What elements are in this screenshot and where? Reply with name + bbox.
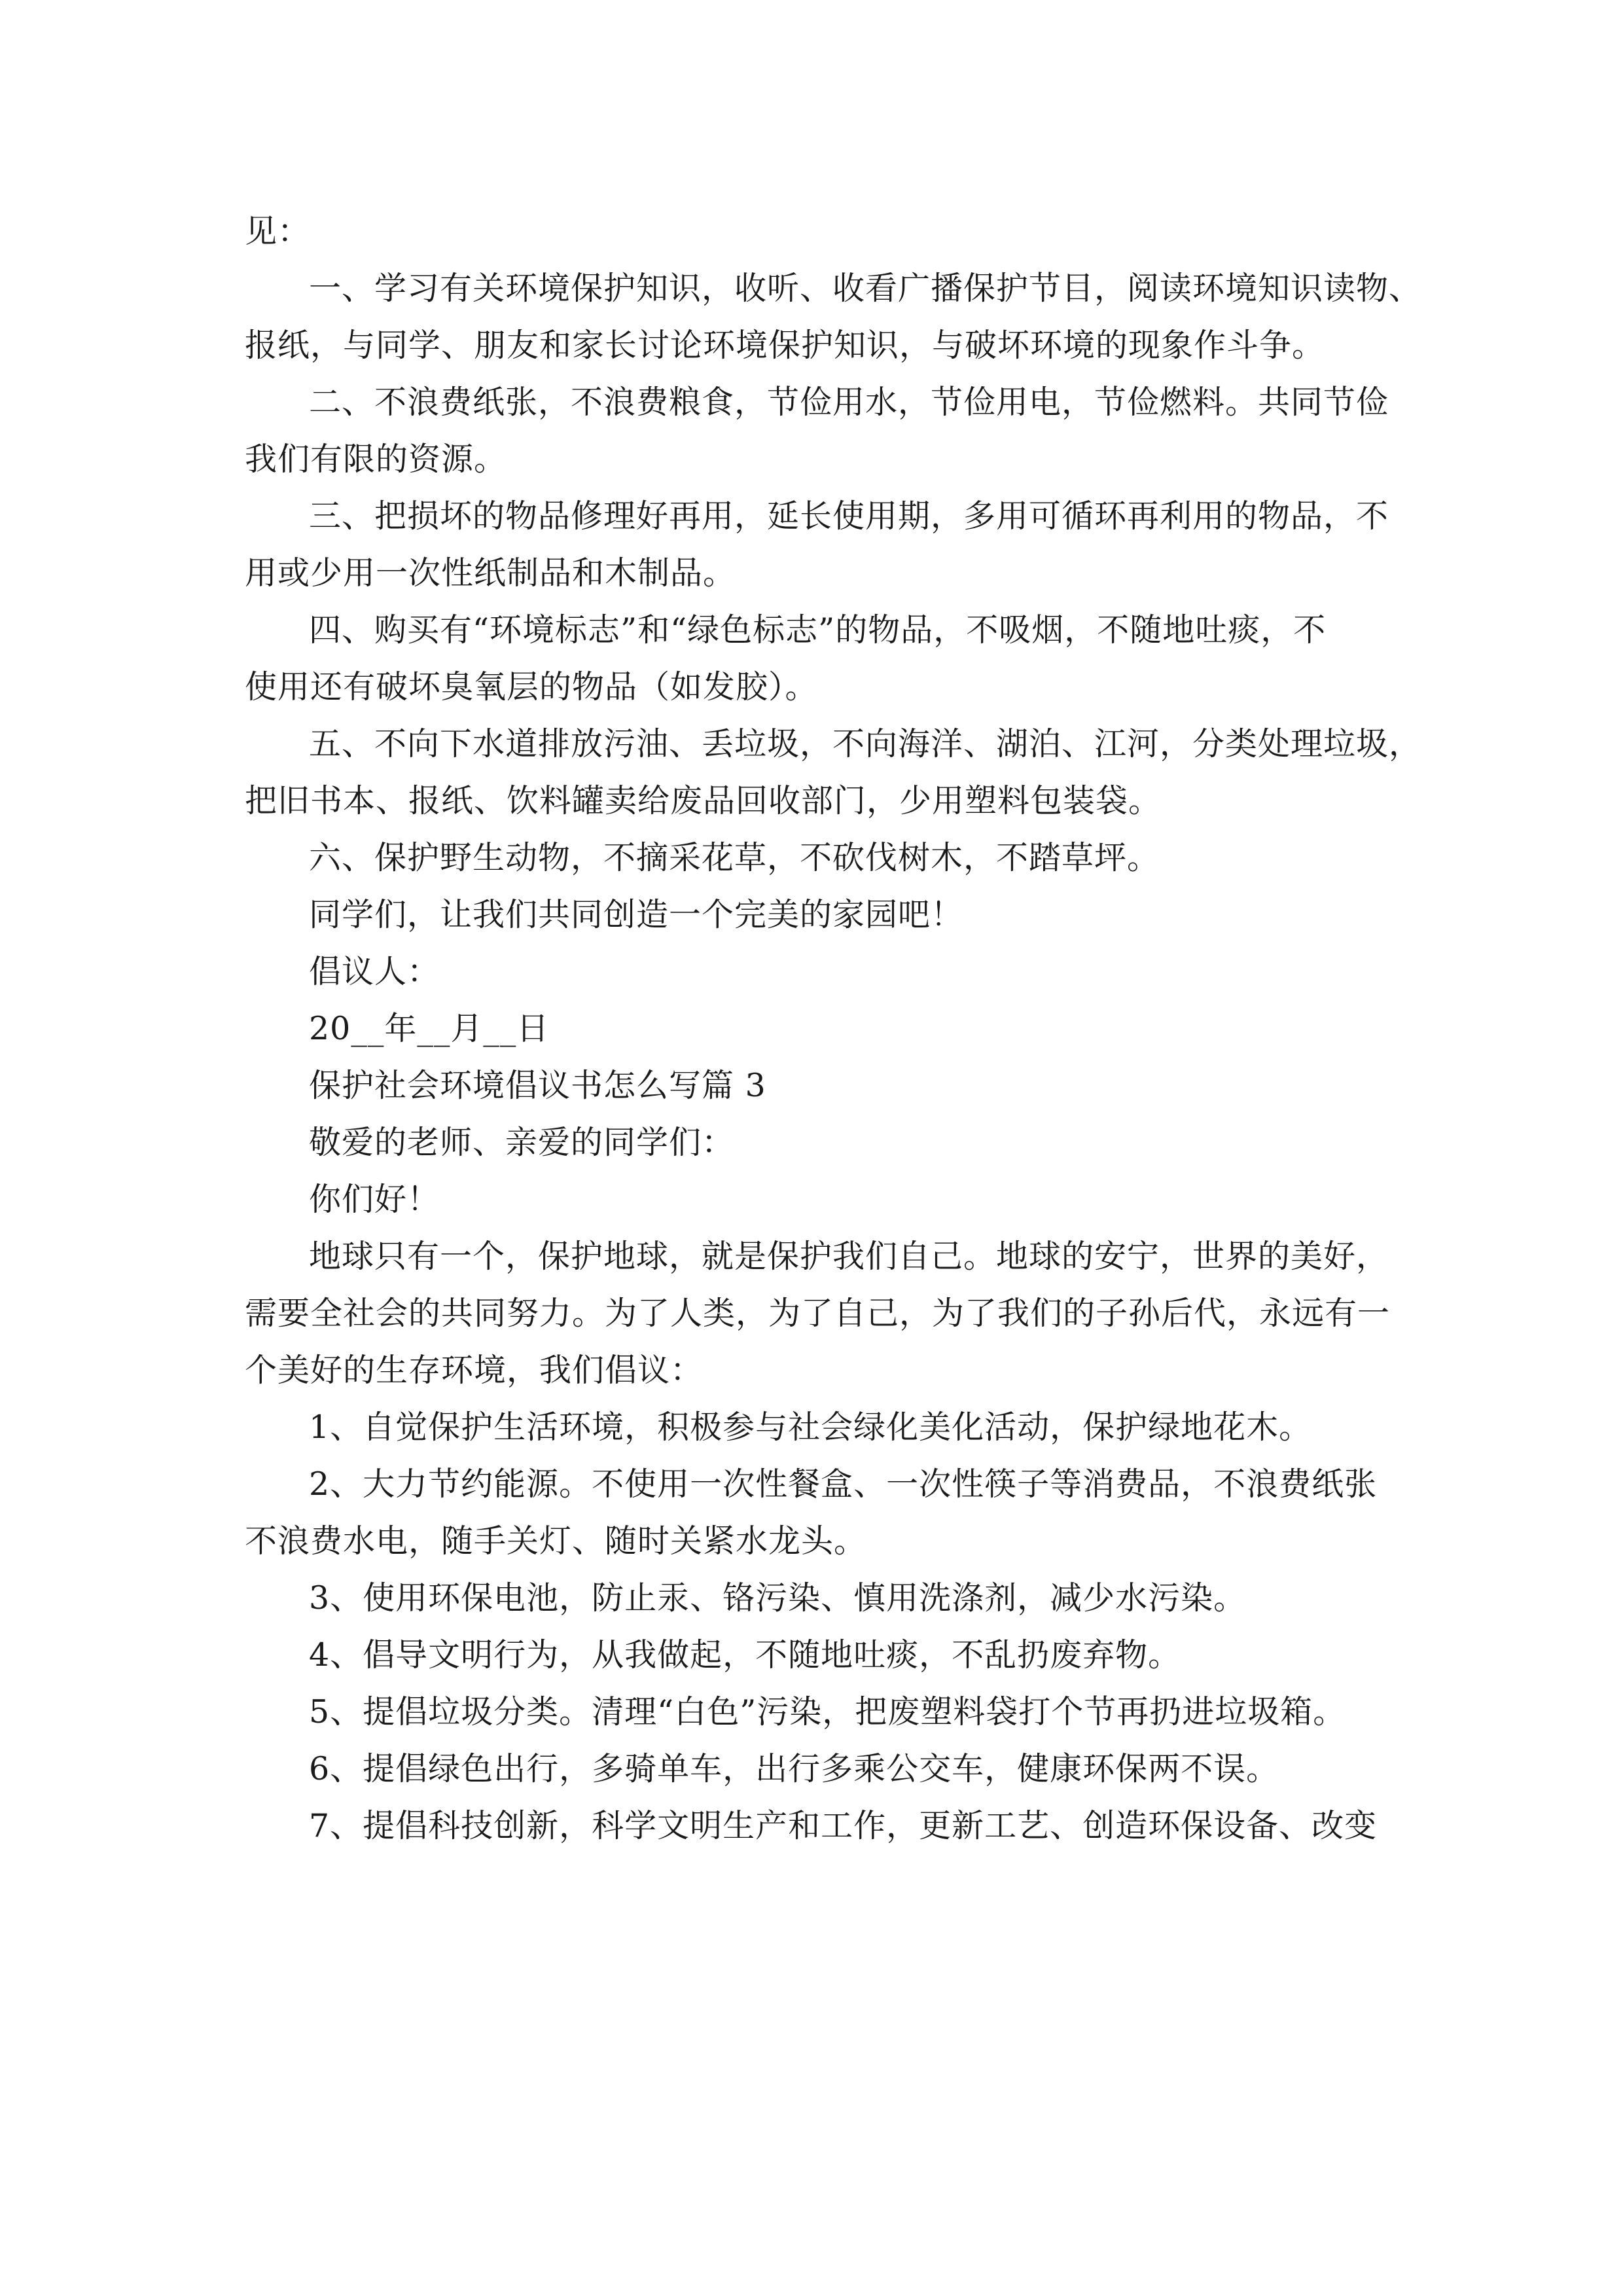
text-line: 把旧书本、报纸、饮料罐卖给废品回收部门，少用塑料包装袋。 [245, 782, 1162, 819]
text-line: 6、提倡绿色出行，多骑单车，出行多乘公交车，健康环保两不误。 [309, 1750, 1279, 1787]
text-line: 五、不向下水道排放污油、丢垃圾，不向海洋、湖泊、江河，分类处理垃圾， [309, 725, 1422, 762]
text-line: 个美好的生存环境，我们倡议： [245, 1352, 704, 1389]
text-line: 倡议人： [309, 953, 440, 990]
text-line: 7、提倡科技创新，科学文明生产和工作，更新工艺、创造环保设备、改变 [309, 1807, 1378, 1844]
text-line: 二、不浪费纸张，不浪费粮食，节俭用水，节俭用电，节俭燃料。共同节俭 [309, 384, 1389, 421]
text-line: 不浪费水电，随手关灯、随时关紧水龙头。 [245, 1522, 867, 1560]
text-line: 2、大力节约能源。不使用一次性餐盒、一次性筷子等消费品，不浪费纸张 [309, 1465, 1378, 1503]
text-line: 见： [245, 213, 311, 250]
text-line: 使用还有破坏臭氧层的物品（如发胶）。 [245, 668, 818, 706]
text-line: 六、保护野生动物，不摘采花草，不砍伐树木，不踏草坪。 [309, 839, 1160, 876]
text-line: 三、把损坏的物品修理好再用，延长使用期，多用可循环再利用的物品，不 [309, 497, 1389, 535]
text-line: 一、学习有关环境保护知识，收听、收看广播保护节目，阅读环境知识读物、 [309, 270, 1422, 307]
text-line: 4、倡导文明行为，从我做起，不随地吐痰，不乱扔废弃物。 [309, 1636, 1181, 1674]
text-line: 1、自觉保护生活环境，积极参与社会绿化美化活动，保护绿地花木。 [309, 1408, 1312, 1446]
text-line: 3、使用环保电池，防止汞、铬污染、慎用洗涤剂，减少水污染。 [309, 1579, 1247, 1617]
text-line: 需要全社会的共同努力。为了人类，为了自己，为了我们的子孙后代，永远有一 [245, 1295, 1391, 1332]
text-line: 地球只有一个，保护地球，就是保护我们自己。地球的安宁，世界的美好， [309, 1238, 1389, 1275]
document-body [245, 203, 1422, 1854]
text-line: 20__年__月__日 [309, 1010, 550, 1047]
text-line: 5、提倡垃圾分类。清理“白色”污染，把废塑料袋打个节再扔进垃圾箱。 [309, 1693, 1346, 1731]
text-line: 同学们，让我们共同创造一个完美的家园吧！ [309, 896, 964, 933]
text-line: 敬爱的老师、亲爱的同学们： [309, 1124, 735, 1161]
text-line: 报纸，与同学、朋友和家长讨论环境保护知识，与破坏环境的现象作斗争。 [245, 327, 1325, 364]
text-line: 保护社会环境倡议书怎么写篇 3 [309, 1067, 766, 1104]
text-line: 你们好！ [309, 1181, 440, 1218]
text-line: 我们有限的资源。 [245, 440, 507, 478]
text-line: 用或少用一次性纸制品和木制品。 [245, 554, 736, 592]
text-line: 四、购买有“环境标志”和“绿色标志”的物品，不吸烟，不随地吐痰，不 [309, 611, 1327, 649]
